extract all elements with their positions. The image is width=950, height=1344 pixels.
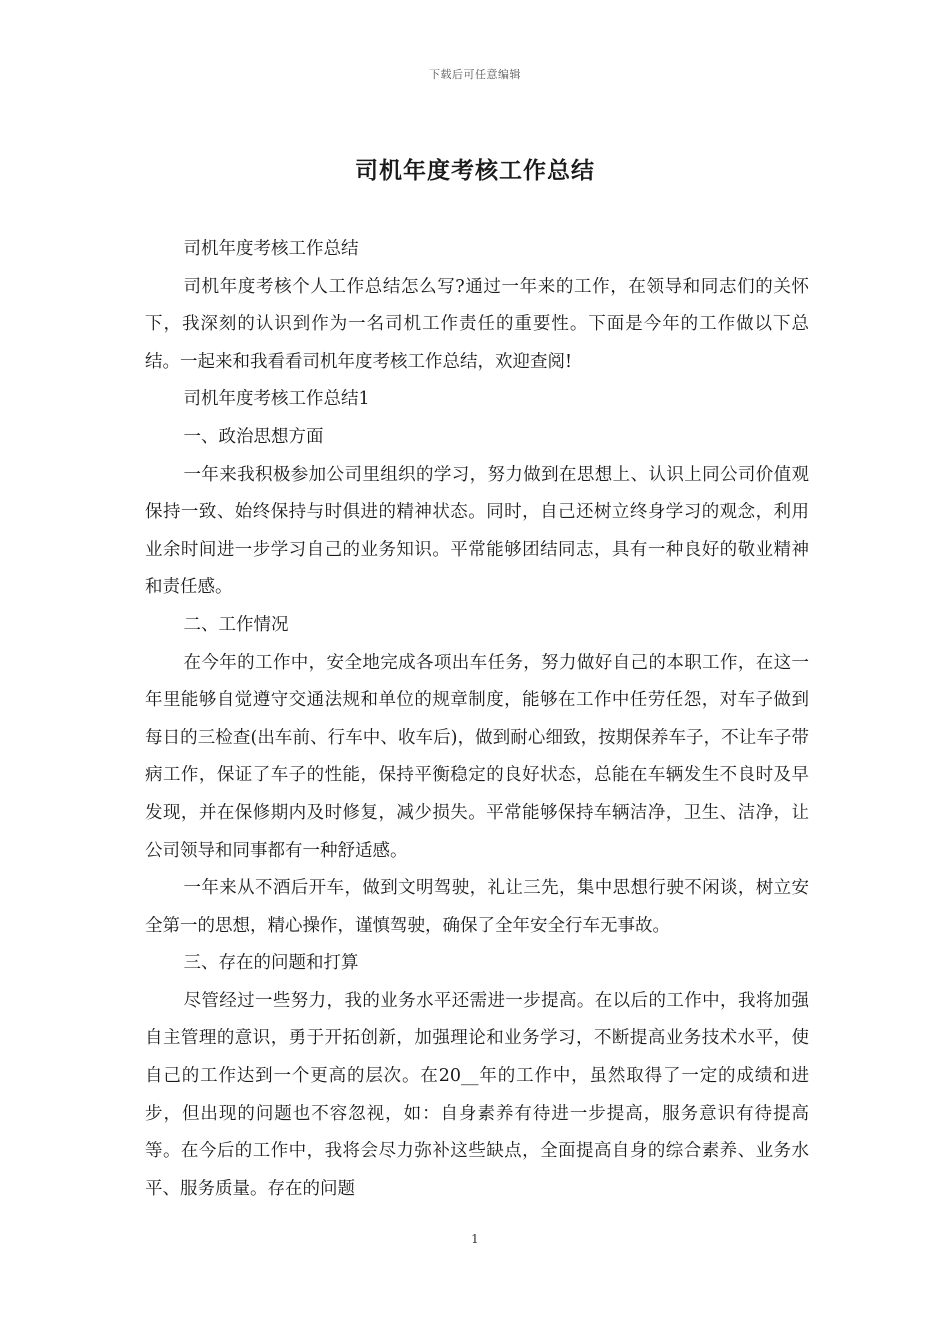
- paragraph-work: 在今年的工作中，安全地完成各项出车任务，努力做好自己的本职工作，在这一年里能够自觉遵守交通法规和单位的规章制度，能够在工作中任劳任怨，对车子做到每日的三检查(出车前、行车中、收车后)，做到耐心细致，按期保养车子，不让车子带病工作，保证了车子的性能，保持平衡稳定的良好状态，总能在车辆发生不良时及早发现，并在保修期内及时修复，减少损失。平常能够保持车辆洁净，卫生、洁净，让公司领导和同事都有一种舒适感。: [145, 652, 809, 861]
- paragraph-intro: 司机年度考核个人工作总结怎么写?通过一年来的工作，在领导和同志们的关怀下，我深刻的认识到作为一名司机工作责任的重要性。下面是今年的工作做以下总结。一起来和我看看司机年度考核工作总结，欢迎查阅!: [145, 276, 809, 372]
- page-number: 1: [471, 1232, 479, 1246]
- header-note: 下载后可任意编辑: [429, 68, 521, 81]
- paragraph-politics: 一年来我积极参加公司里组织的学习，努力做到在思想上、认识上同公司价值观保持一致、始终保持与时俱进的精神状态。同时，自己还树立终身学习的观念，利用业余时间进一步学习自己的业务知识。平常能够团结同志，具有一种良好的敬业精神和责任感。: [145, 464, 809, 598]
- document-title: 司机年度考核工作总结: [355, 157, 595, 184]
- paragraph-subtitle: 司机年度考核工作总结: [183, 239, 359, 259]
- paragraph-problems: 尽管经过一些努力，我的业务水平还需进一步提高。在以后的工作中，我将加强自主管理的意识，勇于开拓创新，加强理论和业务学习，不断提高业务技术水平，使自己的工作达到一个更高的层次。在20__年的工作中，虽然取得了一定的成绩和进步，但出现的问题也不容忽视，如：自身素养有待进一步提高，服务意识有待提高等。在今后的工作中，我将会尽力弥补这些缺点，全面提高自身的综合素养、业务水平、服务质量。存在的问题: [145, 990, 809, 1199]
- section-heading-problems: 三、存在的问题和打算: [183, 953, 359, 974]
- section-heading-summary-1: 司机年度考核工作总结1: [183, 389, 370, 410]
- document-body: [145, 231, 809, 1208]
- paragraph-safety: 一年来从不酒后开车，做到文明驾驶，礼让三先，集中思想行驶不闲谈，树立安全第一的思想，精心操作，谨慎驾驶，确保了全年安全行车无事故。: [145, 878, 809, 936]
- section-heading-work: 二、工作情况: [183, 614, 289, 635]
- section-heading-politics: 一、政治思想方面: [183, 426, 324, 447]
